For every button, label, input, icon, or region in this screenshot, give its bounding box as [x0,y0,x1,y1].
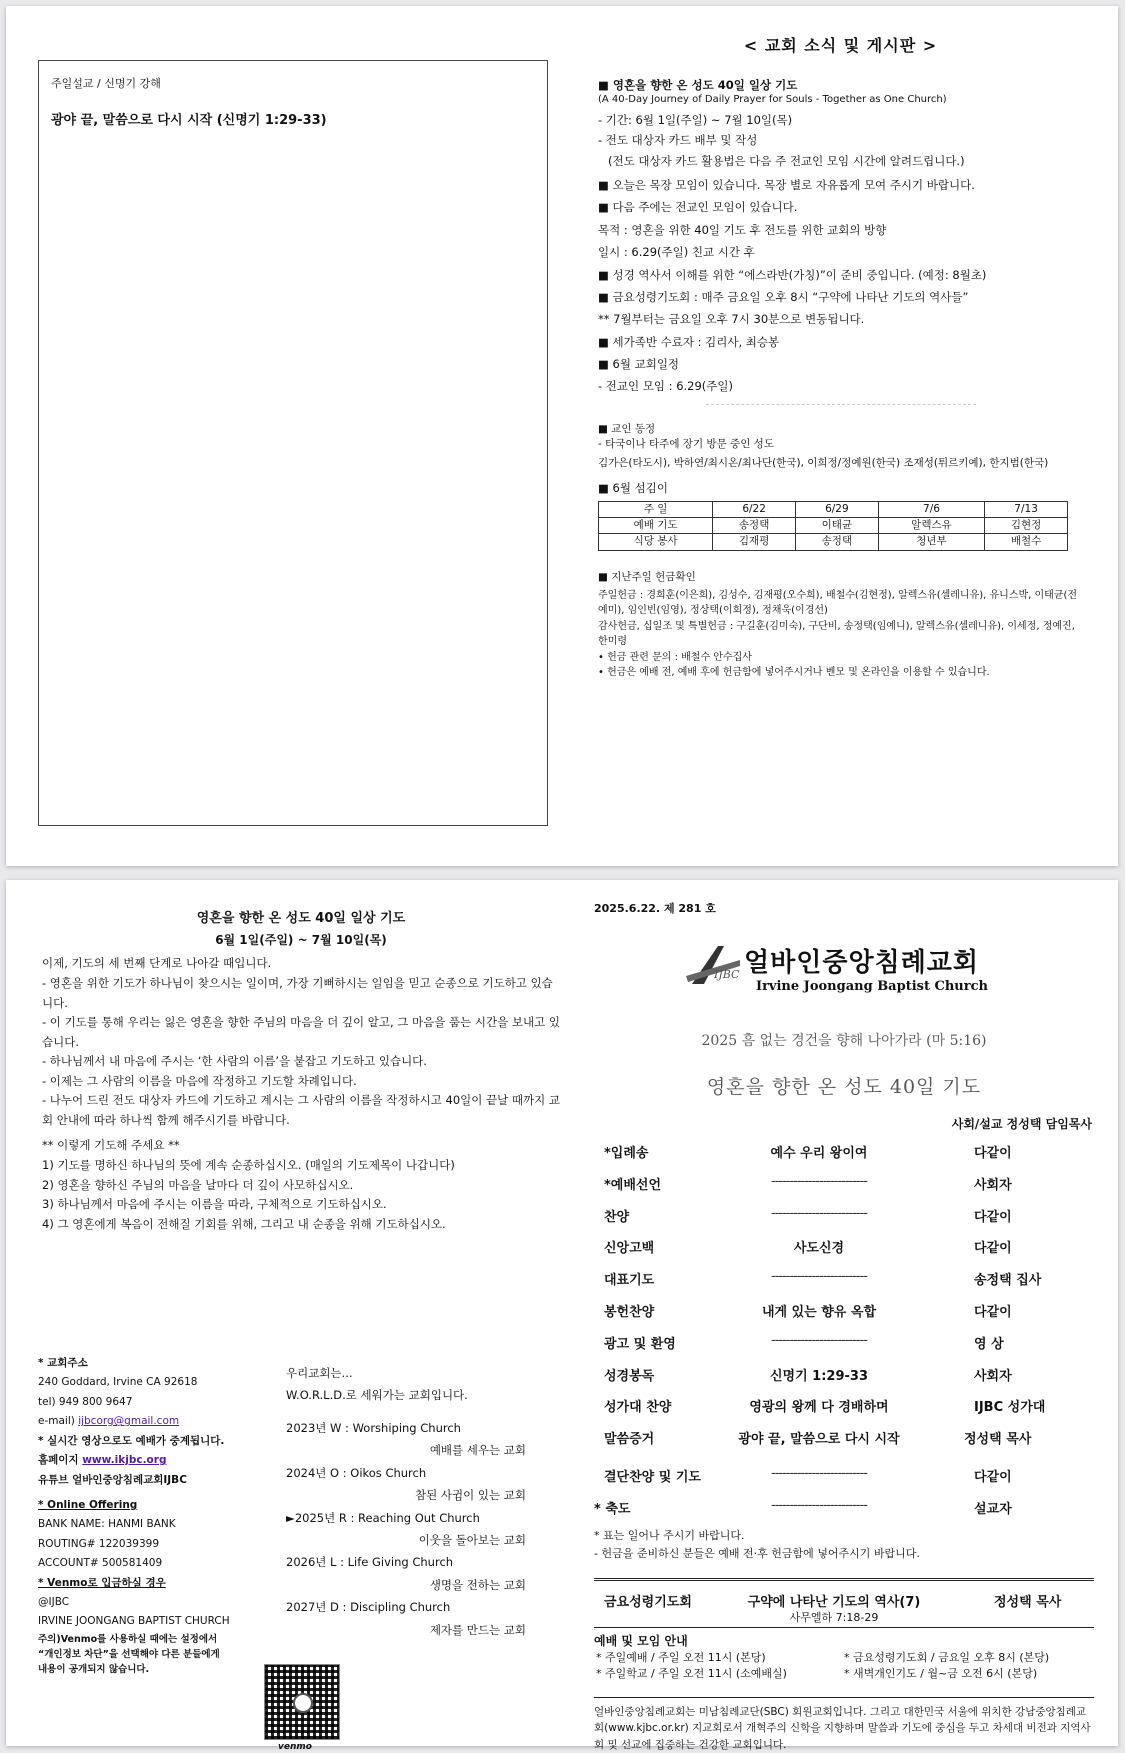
meeting-guide [594,1632,1094,1682]
prayer-item: - 이 기도를 통해 우리는 잃은 영혼을 향한 주님의 마음을 더 깊이 알고, 그 마음을 품는 시간을 보내고 있습니다. [42,1015,560,1049]
worship-notes [594,1527,920,1562]
order-item: 신앙고백 [604,1241,655,1257]
world-year: 2026년 L : Life Giving Church [286,1555,454,1570]
church-description: 얼바인중앙침례교회는 미남침례교단(SBC) 회원교회입니다. 그리고 대한민국 서울에 위치한 강남중앙침례교회(www.kjbc.or.kr) 지교회로서 개혁주의 신학을 지향하며 말씀과 기도에 중심을 두고 차세대 비전과 지역사회 및 선교에 집중하는 건강한 교회입니다. [594,1697,1094,1753]
ann-line: ** 7월부터는 금요일 오후 7시 30분으로 변동됩니다. [598,312,865,327]
world-year: 2023년 W : Worshiping Church [286,1420,461,1435]
friday-speaker: 정성택 목사 [994,1595,1062,1610]
order-who: 다같이 [974,1469,1012,1485]
friday-label: 금요성령기도회 [604,1595,692,1610]
bulletin-page-inside [6,6,1118,866]
church-name [744,942,988,994]
table-cell: 식당 봉사 [599,534,713,550]
order-who: 다같이 [974,1241,1012,1257]
ann-line: ■ 금요성령기도회 : 매주 금요일 오후 8시 “구약에 나타난 기도의 역사들” [598,289,969,304]
table-cell: 예배 기도 [599,518,713,534]
ann-line: ■ 오늘은 목장 모임이 있습니다. 목장 별로 자유롭게 모여 주시기 바랍니다. [598,178,975,192]
bank-name: BANK NAME: HANMI BANK [38,1518,176,1531]
prayer-how-item: 3) 하나님께서 마음에 주시는 이름을 따라, 구체적으로 기도하십시오. [42,1197,387,1212]
order-item: 광고 및 환영 [604,1336,676,1352]
world-intro: W.O.R.L.D.로 세워가는 교회입니다. [286,1388,468,1403]
order-item: *입례송 [604,1146,649,1161]
venmo-note: 주의)Venmo를 사용하실 때에는 설정에서 [38,1633,218,1645]
guide-row [594,1650,1094,1666]
order-content: 예수 우리 왕이여 [770,1146,868,1161]
prayer-how-item: 2) 영혼을 향하신 주님의 마음을 날마다 더 깊이 사모하십시오. [42,1177,354,1192]
sermon-notes-box [38,60,548,826]
order-item: 결단찬양 및 기도 [604,1469,701,1485]
order-of-worship-page [594,900,1094,1751]
world-year: 2024년 O : Oikos Church [286,1465,427,1480]
offering-line: • 헌금은 예배 전, 예배 후에 헌금함에 넣어주시거나 벤모 및 온라인을 이용할 수 있습니다. [598,667,990,679]
announcements-heading: < 교회 소식 및 게시판 > [743,36,938,55]
order-row [594,1333,1094,1365]
sermon-title: 광야 끝, 말씀으로 다시 시작 (신명기 1:29-33) [51,113,327,128]
note-line: - 헌금을 준비하신 분들은 예배 전·후 헌금함에 넣어주시기 바랍니다. [594,1546,920,1560]
order-content: -------------------------- [771,1497,867,1513]
order-item: *예배선언 [604,1177,662,1193]
table-cell: 송정택 [713,518,796,534]
worship-leader: 사회/설교 정성택 담임목사 [951,1117,1092,1131]
table-cell: 6/29 [796,502,879,518]
world-intro: 우리교회는... [286,1366,353,1380]
church-name-en: Irvine Joongang Baptist Church [756,979,988,994]
order-row [594,1174,1094,1206]
venmo-id: @IJBC [38,1596,70,1609]
guide-heading: 예배 및 모임 안내 [594,1634,688,1648]
prayer-how-heading: ** 이렇게 기도해 주세요 ** [42,1138,180,1153]
table-cell: 이태균 [796,518,879,534]
table-row [599,502,1068,518]
news-heading: ■ 교인 동정 [598,422,656,435]
world-year: 2027년 D : Discipling Church [286,1600,451,1615]
order-row [594,1498,1094,1530]
prayer-intro: 이제, 기도의 세 번째 단계로 나아갈 때입니다. [42,956,272,971]
world-desc: 제자를 만드는 교회 [429,1622,526,1637]
order-content: -------------------------- [771,1173,867,1189]
church-name-ko: 얼바인중앙침례교회 [744,948,980,978]
order-row [594,1301,1094,1333]
church-info [38,1354,278,1677]
news-line: - 타국이나 타주에 장기 방문 중인 성도 [598,437,774,450]
world-vision [286,1362,536,1641]
world-desc: 생명을 전하는 교회 [429,1577,526,1592]
email-label: e-mail) [38,1415,75,1428]
ann-line: 일시 : 6.29(주일) 친교 시간 후 [598,245,755,260]
order-who: 정성택 목사 [964,1432,1032,1448]
order-content: -------------------------- [771,1465,867,1481]
homepage-label: 홈페이지 [38,1454,79,1467]
order-content: -------------------------- [771,1269,867,1285]
world-desc: 이웃을 돌아보는 교회 [418,1532,526,1547]
guide-item: * 주일학교 / 주일 오전 11시 (소예배실) [596,1667,787,1680]
order-item: 대표기도 [604,1273,655,1289]
order-content: 내게 있는 향유 옥합 [761,1304,877,1320]
order-content: 영광의 왕께 다 경배하며 [749,1400,889,1416]
ann-line: ■ 영혼을 향한 온 성도 40일 일상 기도 [598,78,798,92]
live-stream-note: * 실시간 영상으로도 예배가 중계됩니다. [38,1434,225,1447]
ann-line: (전도 대상자 카드 활용법은 다음 주 전교인 모임 시간에 알려드립니다.) [608,153,965,168]
order-item: 성가대 찬양 [604,1400,672,1416]
order-row [594,1237,1094,1269]
email-link[interactable]: ijbcorg@gmail.com [78,1415,180,1428]
church-logo-icon [684,940,744,988]
order-row [594,1365,1094,1397]
duty-heading: ■ 6월 섬김이 [598,480,668,495]
friday-title: 구약에 나타난 기도의 역사(7) [747,1595,921,1610]
order-content: 사도신경 [793,1241,845,1257]
table-cell: 송정택 [796,534,879,550]
ann-line: (A 40-Day Journey of Daily Prayer for Souls - Together as One Church) [598,94,947,106]
order-content: 신명기 1:29-33 [769,1368,869,1384]
order-row [594,1428,1094,1460]
ann-line: ■ 다음 주에는 전교인 모임이 있습니다. [598,200,798,215]
table-cell: 주 일 [599,502,713,518]
news-line: 김가은(타도시), 박하연/최시온/최나단(한국), 이희정/정예원(한국) 조재성(튀르키예), 한지범(한국) [598,457,1049,469]
duty-table [598,501,1068,550]
venmo-qr-code[interactable] [264,1664,340,1740]
order-who: 설교자 [974,1501,1012,1517]
prayer-title: 영혼을 향한 온 성도 40일 일상 기도 [196,911,406,926]
prayer-how-item: 1) 기도를 명하신 하나님의 뜻에 계속 순종하십시오. (매일의 기도제목이 나갑니다) [42,1157,455,1172]
order-who: 사회자 [974,1368,1012,1384]
friday-reference: 사무엘하 7:18-29 [789,1611,879,1624]
homepage-link[interactable]: www.ikjbc.org [82,1454,167,1467]
order-row [594,1269,1094,1301]
homepage-row [38,1451,278,1470]
order-who: 영 상 [974,1336,1004,1352]
phone: tel) 949 800 9647 [38,1395,133,1408]
friday-prayer-meeting [594,1578,1094,1628]
guide-row [594,1666,1094,1682]
email-row [38,1412,278,1431]
prayer-dates: 6월 1일(주일) ~ 7월 10일(목) [215,933,387,948]
venmo-qr-center [293,1693,313,1713]
order-item: 찬양 [604,1209,630,1225]
world-desc: 예배를 세우는 교회 [429,1443,526,1458]
table-cell: 청년부 [878,534,984,550]
table-cell: 김현정 [985,518,1068,534]
worship-theme: 영혼을 향한 온 성도 40일 기도 [706,1076,982,1098]
logo-mark: IJBC [714,968,740,981]
order-item: 성경봉독 [604,1368,655,1384]
guide-item: * 주일예배 / 주일 오전 11시 (본당) [596,1651,766,1664]
order-item: * 축도 [594,1501,631,1517]
order-row [594,1466,1094,1498]
bulletin-page-cover [6,880,1118,1752]
order-item: 봉헌찬양 [604,1304,655,1320]
order-row [594,1396,1094,1428]
address-heading: * 교회주소 [38,1357,88,1369]
order-who: 다같이 [974,1146,1012,1161]
table-cell: 알렉스유 [878,518,984,534]
ann-line: ■ 6월 교회일정 [598,357,680,371]
order-item: 말씀증거 [604,1432,655,1448]
ann-line: - 기간: 6월 1일(주일) ~ 7월 10일(목) [598,112,793,127]
order-who: IJBC 성가대 [974,1400,1046,1416]
address: 240 Goddard, Irvine CA 92618 [38,1376,198,1389]
ann-line: - 전도 대상자 카드 배부 및 작성 [598,133,758,148]
table-row [599,518,1068,534]
order-who: 다같이 [974,1304,1012,1320]
routing-number: ROUTING# 122039399 [38,1537,160,1550]
guide-item: * 새벽개인기도 / 월~금 오전 6시 (본당) [844,1667,1038,1680]
youtube-info: 유튜브 얼바인중앙침례교회IJBC [38,1473,187,1486]
order-who: 송정택 집사 [974,1273,1042,1289]
offering-heading: ■ 지난주일 헌금확인 [598,570,696,583]
table-row [599,534,1068,550]
table-cell: 김재평 [713,534,796,550]
issue-number: 2025.6.22. 제 281 호 [594,902,716,915]
yearly-motto: 2025 흠 없는 경건을 향해 나아가라 (마 5:16) [701,1033,987,1049]
order-of-worship [594,1142,1094,1530]
order-content: -------------------------- [771,1332,867,1348]
ann-line: ■ 성경 역사서 이해를 위한 “에스라반(가칭)”이 준비 중입니다. (예정: 8월초) [598,267,987,282]
venmo-name: IRVINE JOONGANG BAPTIST CHURCH [38,1615,230,1628]
prayer-item: - 하나님께서 내 마음에 주시는 ‘한 사람의 이름’을 붙잡고 기도하고 있습니다. [42,1054,427,1069]
order-content: 광야 끝, 말씀으로 다시 시작 [738,1432,900,1448]
sermon-series: 주일설교 / 신명기 강해 [51,77,161,90]
world-year: ►2025년 R : Reaching Out Church [286,1510,480,1525]
guide-item: * 금요성령기도회 / 금요일 오후 8시 (본당) [844,1651,1050,1664]
divider [706,404,976,405]
prayer-item: - 영혼을 위한 기도가 하나님이 찾으시는 일이며, 가장 기뻐하시는 일임을 믿고 순종으로 기도하고 있습니다. [42,976,553,1010]
venmo-heading: * Venmo로 입금하실 경우 [38,1576,166,1589]
ann-line: ■ 세가족반 수료자 : 김리사, 최승봉 [598,334,780,349]
note-line: * 표는 일어나 주시기 바랍니다. [594,1529,745,1542]
table-cell: 6/22 [713,502,796,518]
table-cell: 7/6 [878,502,984,518]
ann-line: 목적 : 영혼을 위한 40일 기도 후 전도를 위한 교회의 방향 [598,222,887,237]
order-who: 다같이 [974,1209,1012,1225]
prayer-item: - 이제는 그 사람의 이름을 마음에 작정하고 기도할 차례입니다. [42,1073,357,1088]
prayer-item: - 나누어 드린 전도 대상자 카드에 기도하고 계시는 그 사람의 이름을 작정하시고 40일이 끝날 때까지 교회 안내에 따라 하나씩 함께 해주시기를 바랍니다. [42,1093,560,1127]
order-content: -------------------------- [771,1205,867,1221]
venmo-note: 내용이 공개되지 않습니다. [38,1664,150,1676]
online-offering-heading: * Online Offering [38,1498,138,1511]
prayer-how-item: 4) 그 영혼에게 복음이 전해질 기회를 위해, 그리고 내 순종을 위해 기도하십시오. [42,1216,446,1231]
world-desc: 참된 사귐이 있는 교회 [415,1488,526,1503]
account-number: ACCOUNT# 500581409 [38,1557,163,1570]
prayer-guide [42,908,560,1234]
offering-line: 주일헌금 : 경희훈(이은희), 김성수, 김재평(오수희), 배철수(김현정), 알렉스유(셀레니유), 유니스박, 이태균(전예미), 임인빈(임영), 정상택(이희정), 정채욱(이경선) [598,589,1078,617]
announcements [598,36,1083,681]
order-who: 사회자 [974,1177,1012,1193]
table-cell: 배철수 [985,534,1068,550]
order-row [594,1206,1094,1238]
order-row [594,1142,1094,1174]
offering-line: 감사헌금, 십일조 및 특별헌금 : 구길훈(김미숙), 구단비, 송정택(임예니), 알렉스유(셀레니유), 이세정, 정예진, 한미령 [598,620,1075,648]
offering-line: • 헌금 관련 문의 : 배철수 안수집사 [598,651,752,663]
venmo-logo: venmo [278,1742,312,1752]
table-cell: 7/13 [985,502,1068,518]
ann-line: - 전교인 모임 : 6.29(주일) [598,379,733,394]
venmo-note: “개인정보 차단”을 선택해야 다른 분들에게 [38,1649,220,1661]
